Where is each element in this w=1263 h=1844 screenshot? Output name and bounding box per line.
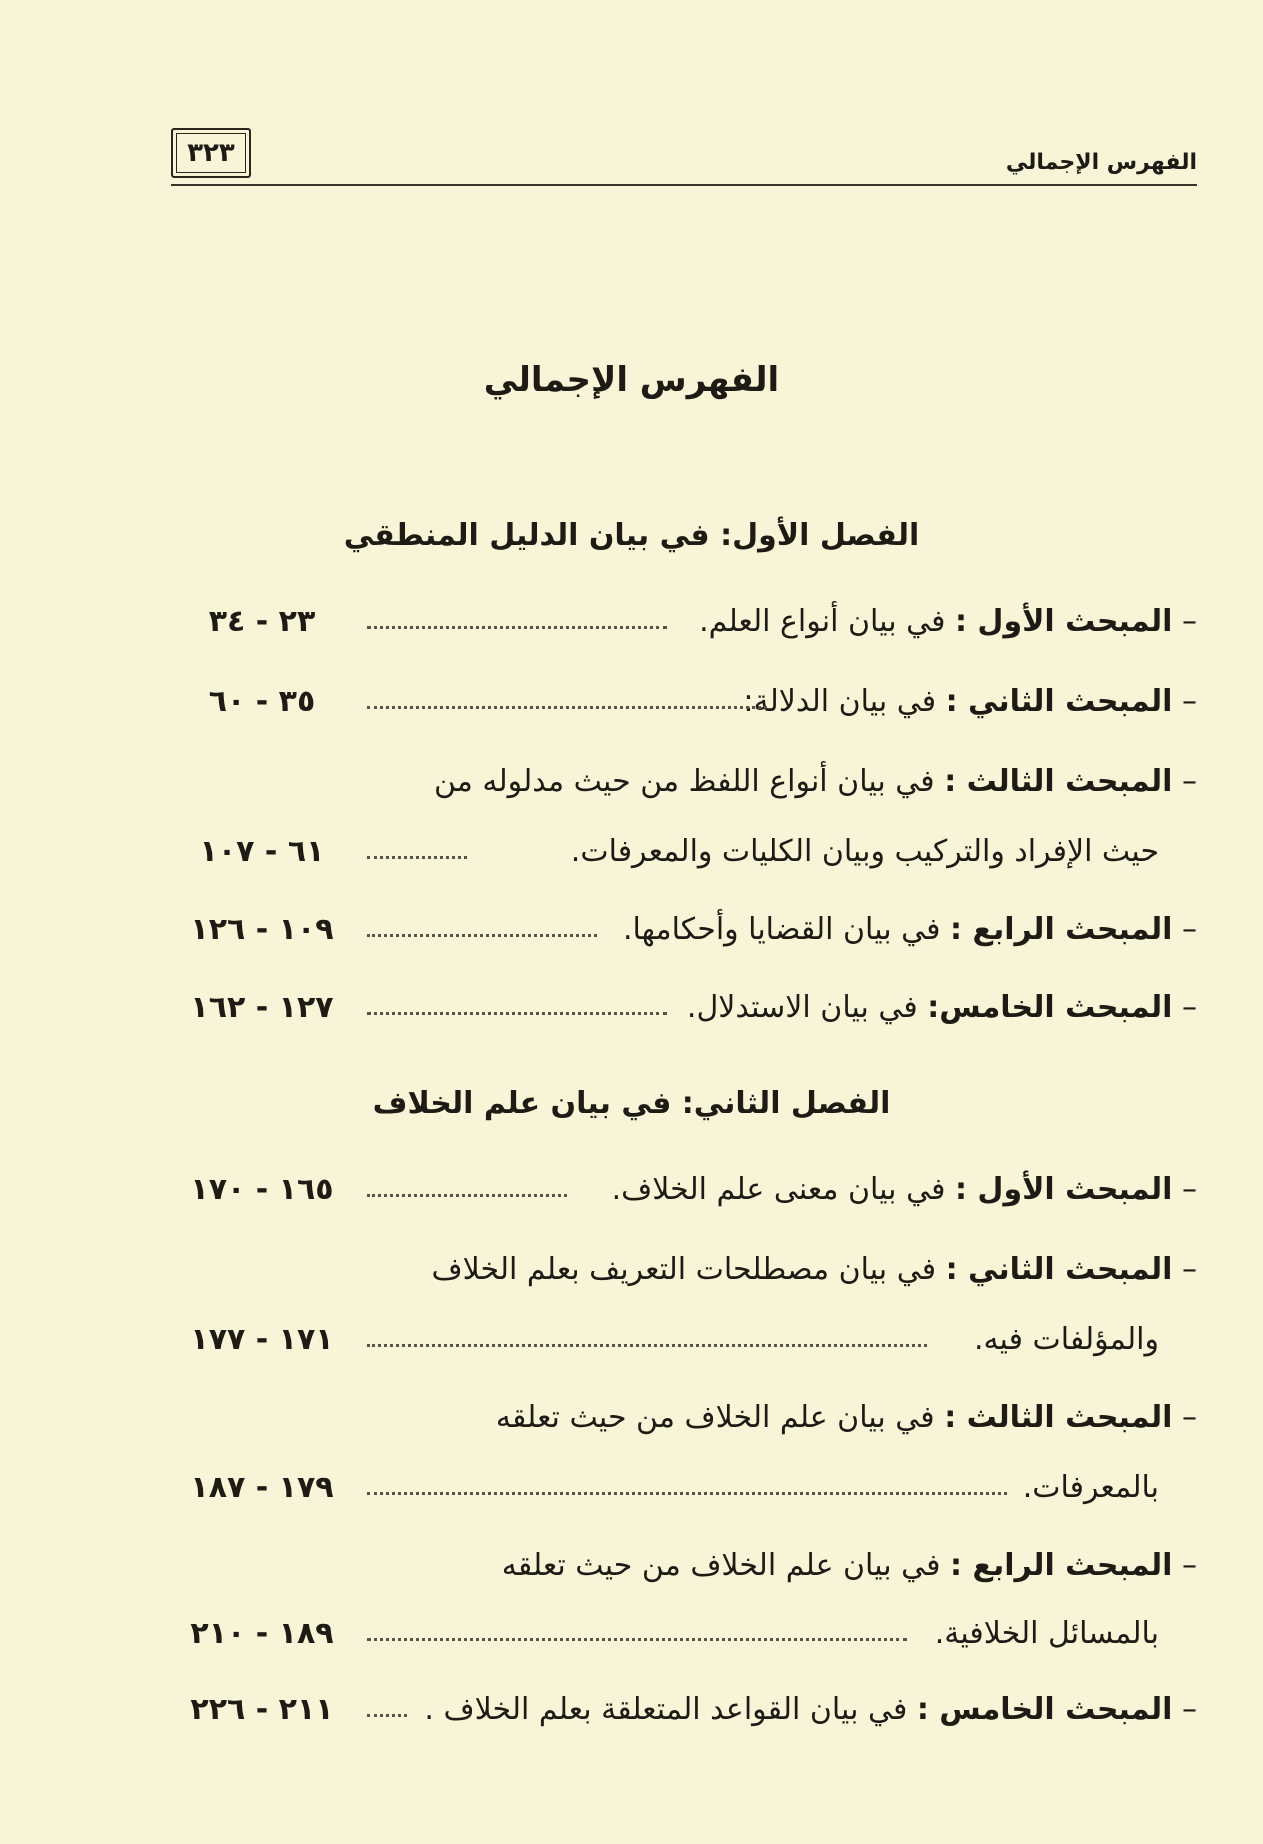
entry-text: في بيان الاستدلال.: [686, 990, 918, 1025]
entry-text: في بيان معنى علم الخلاف.: [611, 1172, 946, 1207]
entry-label: المبحث الثالث :: [944, 1400, 1173, 1435]
toc-entry-1-4[interactable]: – المبحث الرابع : في بيان القضايا وأحكامها. ١٠٩ - ١٢٦: [167, 904, 1197, 956]
entry-label: المبحث الرابع :: [950, 1548, 1173, 1583]
dot-leader: [367, 1638, 907, 1641]
dot-leader: [367, 856, 467, 859]
toc-entry-1-5[interactable]: – المبحث الخامس: في بيان الاستدلال. ١٢٧ - ١٦٢: [167, 982, 1197, 1034]
dot-leader: [367, 1344, 927, 1347]
entry-label: المبحث الخامس:: [927, 990, 1173, 1025]
entry-text: في بيان أنواع اللفظ من حيث مدلوله من: [433, 764, 935, 799]
entry-label: المبحث الأول :: [954, 1172, 1173, 1207]
entry-text: في بيان مصطلحات التعريف بعلم الخلاف: [431, 1252, 937, 1287]
toc-entry-2-1[interactable]: – المبحث الأول : في بيان معنى علم الخلاف. ١٦٥ - ١٧٠: [167, 1164, 1197, 1216]
entry-text: في بيان القواعد المتعلقة بعلم الخلاف .: [424, 1692, 908, 1727]
running-title: الفهرس الإجمالي: [1005, 150, 1197, 175]
dot-leader: [367, 1194, 567, 1197]
toc-entry-2-3[interactable]: – المبحث الثالث : في بيان علم الخلاف من حيث تعلقه: [495, 1400, 1197, 1435]
entry-text: في بيان علم الخلاف من حيث تعلقه: [501, 1548, 941, 1583]
entry-pages: ٦١ - ١٠٧: [199, 834, 325, 869]
chapter-2-title: الفصل الثاني: في بيان علم الخلاف: [372, 1086, 891, 1121]
toc-entry-1-1[interactable]: – المبحث الأول : في بيان أنواع العلم. ٢٣ - ٣٤: [167, 596, 1197, 648]
dot-leader: [367, 1714, 407, 1717]
dot-leader: [367, 1492, 1007, 1495]
entry-pages: ٢٣ - ٣٤: [208, 604, 316, 639]
dot-leader: [367, 934, 597, 937]
entry-text: في بيان الدلالة:: [743, 684, 937, 719]
page-title: الفهرس الإجمالي: [483, 360, 780, 400]
entry-label: المبحث الثالث :: [944, 764, 1173, 799]
entry-label: المبحث الرابع :: [950, 912, 1173, 947]
page-number: ٣٢٣: [171, 128, 251, 178]
entry-label: المبحث الخامس :: [916, 1692, 1173, 1727]
entry-text-continued: حيث الإفراد والتركيب وبيان الكليات والمعرفات.: [570, 834, 1159, 869]
entry-pages: ١٧٩ - ١٨٧: [190, 1470, 334, 1505]
entry-label: المبحث الثاني :: [945, 1252, 1173, 1287]
toc-entry-2-2[interactable]: – المبحث الثاني : في بيان مصطلحات التعريف بعلم الخلاف: [431, 1252, 1197, 1287]
entry-text-continued: والمؤلفات فيه.: [973, 1322, 1159, 1357]
entry-pages: ١٧١ - ١٧٧: [190, 1322, 334, 1357]
dot-leader: [367, 1012, 667, 1015]
toc-entry-2-2-cont[interactable]: [167, 1314, 1197, 1366]
entry-pages: ١٠٩ - ١٢٦: [190, 912, 334, 947]
entry-text-continued: بالمسائل الخلافية.: [934, 1616, 1159, 1651]
entry-pages: ٣٥ - ٦٠: [208, 684, 316, 719]
entry-label: المبحث الأول :: [954, 604, 1173, 639]
entry-pages: ١٦٥ - ١٧٠: [190, 1172, 334, 1207]
chapter-1-title: الفصل الأول: في بيان الدليل المنطقي: [343, 518, 920, 553]
dot-leader: [367, 706, 767, 709]
entry-pages: ٢١١ - ٢٢٦: [190, 1692, 334, 1727]
toc-entry-1-2[interactable]: – المبحث الثاني : في بيان الدلالة: ٣٥ - ٦٠: [167, 676, 1197, 728]
toc-entry-2-5[interactable]: – المبحث الخامس : في بيان القواعد المتعلقة بعلم الخلاف . ٢١١ - ٢٢٦: [167, 1684, 1197, 1736]
entry-label: المبحث الثاني :: [945, 684, 1173, 719]
entry-text-continued: بالمعرفات.: [1022, 1470, 1159, 1505]
entry-text: في بيان علم الخلاف من حيث تعلقه: [495, 1400, 935, 1435]
toc-entry-2-3-cont[interactable]: [167, 1462, 1197, 1514]
toc-entry-2-4-cont[interactable]: [167, 1608, 1197, 1660]
entry-pages: ١٢٧ - ١٦٢: [190, 990, 334, 1025]
running-header: [171, 128, 1197, 186]
toc-entry-1-3-cont[interactable]: [167, 826, 1197, 878]
toc-entry-2-4[interactable]: – المبحث الرابع : في بيان علم الخلاف من حيث تعلقه: [501, 1548, 1197, 1583]
entry-text: في بيان أنواع العلم.: [699, 604, 946, 639]
entry-pages: ١٨٩ - ٢١٠: [190, 1616, 334, 1651]
dot-leader: [367, 626, 667, 629]
entry-text: في بيان القضايا وأحكامها.: [623, 912, 941, 947]
toc-entry-1-3[interactable]: – المبحث الثالث : في بيان أنواع اللفظ من حيث مدلوله من: [433, 764, 1197, 799]
